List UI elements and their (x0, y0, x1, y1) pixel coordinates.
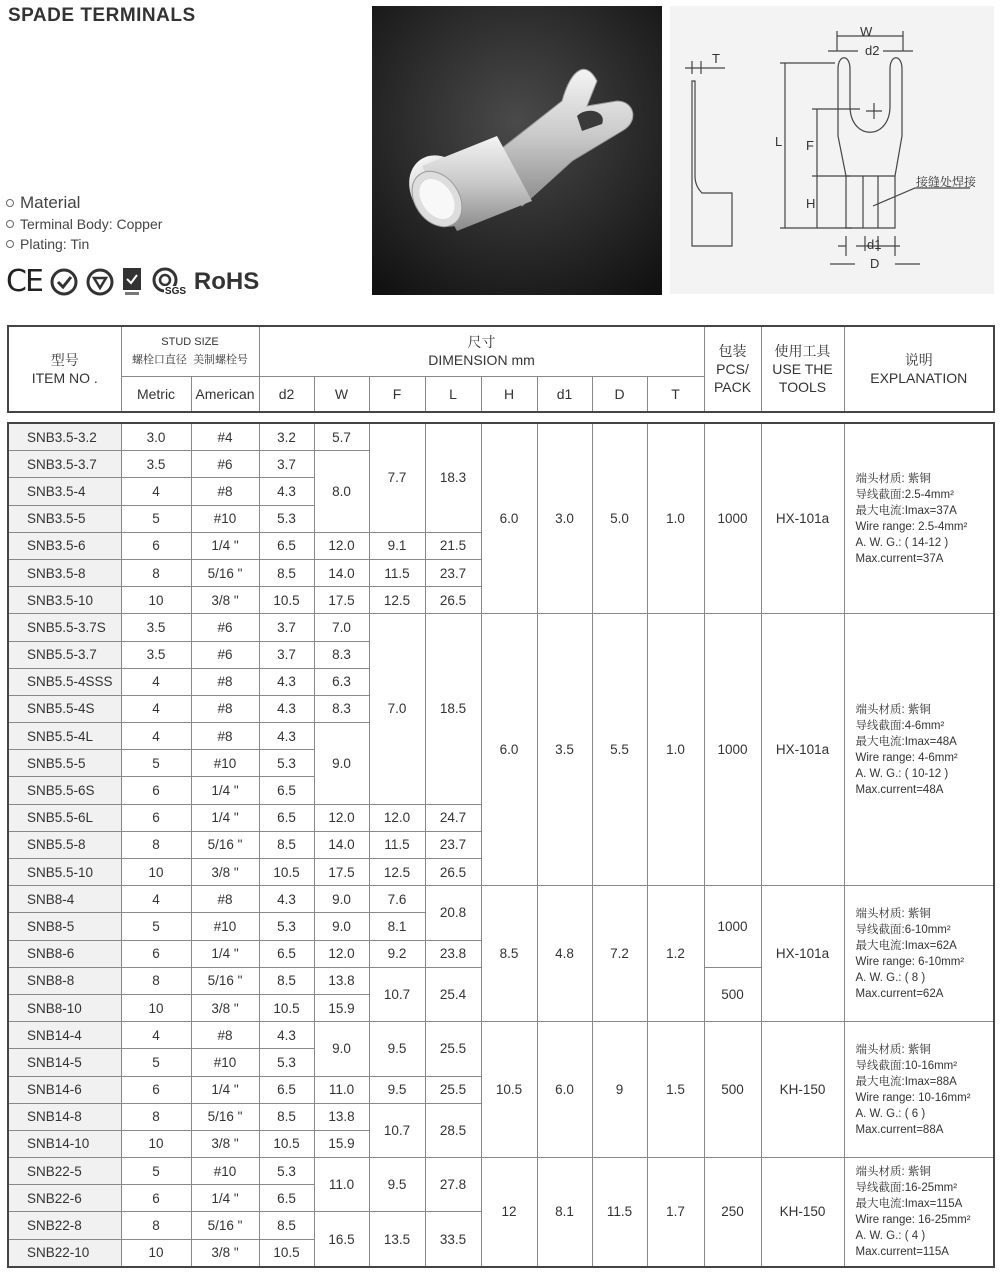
bullet-icon (6, 220, 14, 228)
table-cell: 4 (121, 695, 191, 722)
table-cell: 3.5 (121, 451, 191, 478)
item-no-cell: SNB3.5-5 (8, 505, 121, 532)
explanation-line: Wire range: 2.5-4mm² (855, 520, 968, 533)
table-cell: HX-101a (761, 886, 844, 1022)
table-cell: 9.2 (369, 940, 425, 967)
material-info (6, 192, 162, 254)
item-no-cell: SNB5.5-6L (8, 804, 121, 831)
table-cell: 23.7 (425, 559, 481, 586)
table-row (8, 886, 994, 913)
item-no-cell: SNB8-8 (8, 967, 121, 994)
item-no-cell: SNB5.5-4SSS (8, 668, 121, 695)
table-cell: KH-150 (761, 1158, 844, 1267)
table-cell: 6.5 (259, 940, 314, 967)
table-cell: 5/16 " (191, 967, 259, 994)
header-tools: 使用工具 USE THE TOOLS (761, 326, 844, 412)
table-cell: 8.1 (537, 1158, 592, 1267)
table-cell: #8 (191, 478, 259, 505)
header-f: F (369, 376, 425, 412)
table-cell: 10.5 (259, 587, 314, 614)
table-cell: 5.7 (314, 423, 369, 451)
table-cell: 4 (121, 886, 191, 913)
table-cell: 9 (592, 1022, 647, 1158)
explanation-line: 端头材质: 紫铜 (855, 1165, 931, 1178)
table-cell: 6 (121, 532, 191, 559)
item-no-cell: SNB3.5-3.7 (8, 451, 121, 478)
explanation-line: 导线截面:6-10mm² (855, 923, 951, 936)
table-cell: 11.5 (369, 831, 425, 858)
table-cell: HX-101a (761, 614, 844, 886)
item-no-cell: SNB22-8 (8, 1212, 121, 1239)
table-cell: 18.5 (425, 614, 481, 804)
table-cell: 4.3 (259, 668, 314, 695)
header-stud-size: STUD SIZE 螺栓口直径 美制螺栓号 (121, 326, 259, 376)
table-cell: 3.7 (259, 641, 314, 668)
item-no-cell: SNB14-6 (8, 1076, 121, 1103)
table-cell: 10 (121, 994, 191, 1021)
explanation-line: A. W. G.: ( 4 ) (855, 1229, 926, 1242)
label-H: H (806, 196, 816, 211)
explanation-line: 导线截面:10-16mm² (855, 1059, 958, 1072)
table-cell: 8.5 (481, 886, 537, 1022)
ukas-mark-icon (122, 267, 142, 297)
table-cell: 500 (704, 1022, 761, 1158)
table-cell: #10 (191, 913, 259, 940)
table-cell: 11.0 (314, 1158, 369, 1212)
explanation-cell (844, 886, 994, 1022)
table-cell: 3.0 (537, 423, 592, 614)
table-cell: 8 (121, 1103, 191, 1130)
label-d1: d1 (867, 237, 882, 252)
table-cell: 16.5 (314, 1212, 369, 1267)
table-cell: 1/4 " (191, 804, 259, 831)
table-cell: 10 (121, 1130, 191, 1157)
table-cell: 9.5 (369, 1022, 425, 1076)
item-no-cell: SNB5.5-8 (8, 831, 121, 858)
table-cell: 6.5 (259, 804, 314, 831)
table-row (8, 1022, 994, 1049)
page-title: SPADE TERMINALS (8, 5, 196, 26)
product-photo (372, 6, 662, 295)
table-cell: 6 (121, 1185, 191, 1212)
table-cell: 13.8 (314, 1103, 369, 1130)
table-cell: 1000 (704, 423, 761, 614)
table-cell: 6.5 (259, 1185, 314, 1212)
table-cell: 21.5 (425, 532, 481, 559)
table-cell: 1/4 " (191, 532, 259, 559)
material-heading: Material (20, 193, 81, 212)
table-cell: 5.3 (259, 505, 314, 532)
header-t: T (647, 376, 704, 412)
table-cell: 10.5 (481, 1022, 537, 1158)
table-cell: 5.3 (259, 913, 314, 940)
explanation-line: 端头材质: 紫铜 (855, 907, 931, 920)
explanation-cell (844, 1158, 994, 1267)
table-cell: 3/8 " (191, 1130, 259, 1157)
explanation-line: 导线截面:2.5-4mm² (855, 488, 954, 501)
explanation-line: 最大电流:Imax=115A (855, 1197, 963, 1210)
table-cell: 8.0 (314, 451, 369, 533)
table-cell: 12.0 (314, 804, 369, 831)
table-cell: 25.5 (425, 1022, 481, 1076)
table-cell: 8.3 (314, 695, 369, 722)
header-metric: Metric (121, 376, 191, 412)
table-cell: 1.0 (647, 614, 704, 886)
table-row (8, 614, 994, 641)
table-cell: 1000 (704, 614, 761, 886)
table-cell: 6 (121, 777, 191, 804)
bullet-icon (6, 240, 14, 248)
explanation-line: Wire range: 4-6mm² (855, 751, 958, 764)
explanation-line: 端头材质: 紫铜 (855, 1043, 931, 1056)
ce-mark-icon: CE (6, 264, 42, 299)
table-cell: 1.5 (647, 1022, 704, 1158)
table-cell: 3.7 (259, 614, 314, 641)
item-no-cell: SNB8-6 (8, 940, 121, 967)
table-cell: 6.3 (314, 668, 369, 695)
header-pack: 包装 PCS/ PACK (704, 326, 761, 412)
table-cell: 26.5 (425, 587, 481, 614)
table-cell: 1.2 (647, 886, 704, 1022)
table-cell: 20.8 (425, 886, 481, 940)
table-cell: #8 (191, 723, 259, 750)
table-cell: 9.0 (314, 913, 369, 940)
explanation-line: 最大电流:Imax=37A (855, 504, 957, 517)
check-seal-icon (50, 268, 78, 296)
table-cell: 1/4 " (191, 1185, 259, 1212)
table-cell: 5.5 (592, 614, 647, 886)
item-no-cell: SNB5.5-5 (8, 750, 121, 777)
table-cell: 7.0 (314, 614, 369, 641)
item-no-cell: SNB5.5-4L (8, 723, 121, 750)
table-cell: #6 (191, 614, 259, 641)
table-cell: 10.5 (259, 859, 314, 886)
table-cell: 8 (121, 967, 191, 994)
table-cell: 4 (121, 1022, 191, 1049)
table-cell: 5.3 (259, 1049, 314, 1076)
table-cell: #10 (191, 1049, 259, 1076)
table-cell: 8.5 (259, 1212, 314, 1239)
table-cell: 5 (121, 1049, 191, 1076)
table-cell: 6 (121, 940, 191, 967)
table-cell: 4.8 (537, 886, 592, 1022)
table-cell: 1/4 " (191, 940, 259, 967)
table-cell: 3.5 (121, 614, 191, 641)
table-cell: 4.3 (259, 886, 314, 913)
item-no-cell: SNB3.5-8 (8, 559, 121, 586)
table-cell: 28.5 (425, 1103, 481, 1157)
item-no-cell: SNB5.5-3.7S (8, 614, 121, 641)
header-w: W (314, 376, 369, 412)
header-d2: d2 (259, 376, 314, 412)
table-cell: #10 (191, 750, 259, 777)
item-no-cell: SNB3.5-10 (8, 587, 121, 614)
table-cell: 13.8 (314, 967, 369, 994)
table-cell: 10.5 (259, 1130, 314, 1157)
table-cell: 12.5 (369, 859, 425, 886)
table-cell: 11.0 (314, 1076, 369, 1103)
table-cell: 14.0 (314, 831, 369, 858)
table-cell: 10.5 (259, 1239, 314, 1267)
dimension-diagram (670, 6, 994, 294)
table-cell: 10 (121, 859, 191, 886)
table-cell: 1.0 (647, 423, 704, 614)
table-cell: 250 (704, 1158, 761, 1267)
table-cell: 4.3 (259, 695, 314, 722)
label-W: W (860, 24, 873, 39)
item-no-cell: SNB14-4 (8, 1022, 121, 1049)
explanation-line: A. W. G.: ( 8 ) (855, 971, 926, 984)
item-no-cell: SNB22-5 (8, 1158, 121, 1185)
table-cell: 5/16 " (191, 559, 259, 586)
table-cell: 3/8 " (191, 587, 259, 614)
table-row (8, 1158, 994, 1185)
table-cell: #6 (191, 641, 259, 668)
table-cell: 6.0 (537, 1022, 592, 1158)
table-cell: 9.1 (369, 532, 425, 559)
table-cell: 13.5 (369, 1212, 425, 1267)
table-cell: 27.8 (425, 1158, 481, 1212)
table-cell: 14.0 (314, 559, 369, 586)
material-body: Terminal Body: Copper (20, 216, 163, 232)
table-cell: 10.5 (259, 994, 314, 1021)
sgs-seal (150, 266, 187, 298)
label-L: L (775, 134, 783, 149)
table-cell: 26.5 (425, 859, 481, 886)
table-cell: 17.5 (314, 859, 369, 886)
table-cell: 11.5 (369, 559, 425, 586)
explanation-line: 导线截面:4-6mm² (855, 719, 945, 732)
table-cell: 3/8 " (191, 1239, 259, 1267)
table-cell: 5.3 (259, 750, 314, 777)
table-cell: 8.3 (314, 641, 369, 668)
spec-table-header (7, 325, 995, 413)
item-no-cell: SNB5.5-6S (8, 777, 121, 804)
explanation-line: Max.current=62A (855, 987, 944, 1000)
table-cell: 8.5 (259, 559, 314, 586)
table-cell: KH-150 (761, 1022, 844, 1158)
table-cell: 8.1 (369, 913, 425, 940)
explanation-line: Wire range: 10-16mm² (855, 1091, 971, 1104)
item-no-cell: SNB22-10 (8, 1239, 121, 1267)
table-cell: 10.7 (369, 967, 425, 1021)
table-cell: 7.2 (592, 886, 647, 1022)
explanation-line: A. W. G.: ( 10-12 ) (855, 767, 949, 780)
label-weld: 接缝处焊接 (916, 175, 977, 189)
item-no-cell: SNB3.5-6 (8, 532, 121, 559)
item-no-cell: SNB22-6 (8, 1185, 121, 1212)
explanation-line: Max.current=115A (855, 1245, 949, 1258)
table-cell: 3/8 " (191, 994, 259, 1021)
table-cell: 12.5 (369, 587, 425, 614)
table-cell: 5.3 (259, 1158, 314, 1185)
table-cell: 6.0 (481, 423, 537, 614)
table-cell: 3.0 (121, 423, 191, 451)
item-no-cell: SNB14-8 (8, 1103, 121, 1130)
table-cell: 23.7 (425, 831, 481, 858)
label-D: D (870, 256, 880, 271)
table-cell: 7.0 (369, 614, 425, 804)
item-no-cell: SNB14-5 (8, 1049, 121, 1076)
bullet-icon (6, 199, 14, 207)
table-cell: 4.3 (259, 478, 314, 505)
table-cell: 3.5 (537, 614, 592, 886)
item-no-cell: SNB8-4 (8, 886, 121, 913)
table-cell: 5 (121, 750, 191, 777)
explanation-line: A. W. G.: ( 14-12 ) (855, 536, 949, 549)
table-cell: 6 (121, 804, 191, 831)
table-cell: 7.6 (369, 886, 425, 913)
table-cell: #4 (191, 423, 259, 451)
table-cell: #6 (191, 451, 259, 478)
header-d1: d1 (537, 376, 592, 412)
table-cell: 25.4 (425, 967, 481, 1021)
table-cell: 6 (121, 1076, 191, 1103)
table-cell: 3.7 (259, 451, 314, 478)
table-cell: 9.0 (314, 1022, 369, 1076)
explanation-cell (844, 423, 994, 614)
header-h: H (481, 376, 537, 412)
table-cell: 11.5 (592, 1158, 647, 1267)
table-cell: 5 (121, 1158, 191, 1185)
table-cell: 3/8 " (191, 859, 259, 886)
table-cell: 4 (121, 478, 191, 505)
table-cell: 12.0 (314, 532, 369, 559)
explanation-cell (844, 614, 994, 886)
explanation-line: Wire range: 16-25mm² (855, 1213, 971, 1226)
table-cell: 10 (121, 1239, 191, 1267)
header-d: D (592, 376, 647, 412)
table-cell: #8 (191, 886, 259, 913)
table-cell: 4.3 (259, 723, 314, 750)
item-no-cell: SNB8-10 (8, 994, 121, 1021)
table-cell: 7.7 (369, 423, 425, 532)
table-cell: 4.3 (259, 1022, 314, 1049)
label-T: T (712, 51, 720, 66)
item-no-cell: SNB8-5 (8, 913, 121, 940)
table-cell: 6.0 (481, 614, 537, 886)
table-cell: 17.5 (314, 587, 369, 614)
table-cell: 8 (121, 831, 191, 858)
table-cell: 1/4 " (191, 1076, 259, 1103)
table-cell: 5 (121, 505, 191, 532)
item-no-cell: SNB5.5-10 (8, 859, 121, 886)
table-cell: #10 (191, 505, 259, 532)
explanation-line: 端头材质: 紫铜 (855, 472, 931, 485)
explanation-line: Wire range: 6-10mm² (855, 955, 965, 968)
table-cell: 5/16 " (191, 1103, 259, 1130)
header-item-no: 型号 ITEM NO . (8, 326, 121, 412)
table-cell: 500 (704, 967, 761, 1021)
explanation-line: 最大电流:Imax=62A (855, 939, 957, 952)
table-cell: 18.3 (425, 423, 481, 532)
item-no-cell: SNB14-10 (8, 1130, 121, 1157)
table-cell: 8.5 (259, 967, 314, 994)
explanation-line: A. W. G.: ( 6 ) (855, 1107, 926, 1120)
table-cell: 10.7 (369, 1103, 425, 1157)
sgs-text: SGS (164, 285, 187, 297)
table-cell: #8 (191, 1022, 259, 1049)
table-cell: 4 (121, 668, 191, 695)
spec-table-body (7, 422, 995, 1268)
table-cell: 12.0 (314, 940, 369, 967)
item-no-cell: SNB5.5-3.7 (8, 641, 121, 668)
table-cell: 8 (121, 559, 191, 586)
table-cell: 33.5 (425, 1212, 481, 1267)
header-dimension: 尺寸 DIMENSION mm (259, 326, 704, 376)
explanation-line: 导线截面:16-25mm² (855, 1181, 958, 1194)
table-cell: 6.5 (259, 777, 314, 804)
table-cell: #8 (191, 695, 259, 722)
header-american: American (191, 376, 259, 412)
table-cell: 1000 (704, 886, 761, 968)
material-plating: Plating: Tin (20, 236, 90, 252)
table-cell: HX-101a (761, 423, 844, 614)
table-cell: 8.5 (259, 1103, 314, 1130)
table-cell: 9.5 (369, 1076, 425, 1103)
table-cell: 9.5 (369, 1158, 425, 1212)
table-cell: 3.5 (121, 641, 191, 668)
table-cell: #8 (191, 668, 259, 695)
explanation-line: 最大电流:Imax=48A (855, 735, 957, 748)
explanation-line: Max.current=48A (855, 783, 944, 796)
table-cell: 12 (481, 1158, 537, 1267)
table-row (8, 423, 994, 451)
header-l: L (425, 376, 481, 412)
item-no-cell: SNB3.5-3.2 (8, 423, 121, 451)
table-cell: 25.5 (425, 1076, 481, 1103)
table-cell: 6.5 (259, 532, 314, 559)
certification-logos (6, 264, 259, 299)
table-cell: 12.0 (369, 804, 425, 831)
table-cell: 24.7 (425, 804, 481, 831)
header-explanation: 说明 EXPLANATION (844, 326, 994, 412)
quality-seal-icon (86, 268, 114, 296)
table-cell: 1/4 " (191, 777, 259, 804)
item-no-cell: SNB3.5-4 (8, 478, 121, 505)
table-cell: 15.9 (314, 1130, 369, 1157)
item-no-cell: SNB5.5-4S (8, 695, 121, 722)
explanation-line: 端头材质: 紫铜 (855, 703, 931, 716)
table-cell: 9.0 (314, 886, 369, 913)
label-d2: d2 (865, 43, 880, 58)
table-cell: 5/16 " (191, 1212, 259, 1239)
label-F: F (806, 138, 814, 153)
table-cell: 9.0 (314, 723, 369, 805)
table-cell: 8.5 (259, 831, 314, 858)
rohs-mark: RoHS (193, 267, 260, 295)
table-cell: 6.5 (259, 1076, 314, 1103)
table-cell: #10 (191, 1158, 259, 1185)
table-cell: 8 (121, 1212, 191, 1239)
explanation-line: 最大电流:Imax=88A (855, 1075, 957, 1088)
table-cell: 4 (121, 723, 191, 750)
table-cell: 1.7 (647, 1158, 704, 1267)
table-cell: 5 (121, 913, 191, 940)
table-cell: 23.8 (425, 940, 481, 967)
table-cell: 5/16 " (191, 831, 259, 858)
explanation-cell (844, 1022, 994, 1158)
explanation-line: Max.current=88A (855, 1123, 944, 1136)
table-cell: 5.0 (592, 423, 647, 614)
explanation-line: Max.current=37A (855, 552, 944, 565)
table-cell: 3.2 (259, 423, 314, 451)
table-cell: 15.9 (314, 994, 369, 1021)
table-cell: 10 (121, 587, 191, 614)
